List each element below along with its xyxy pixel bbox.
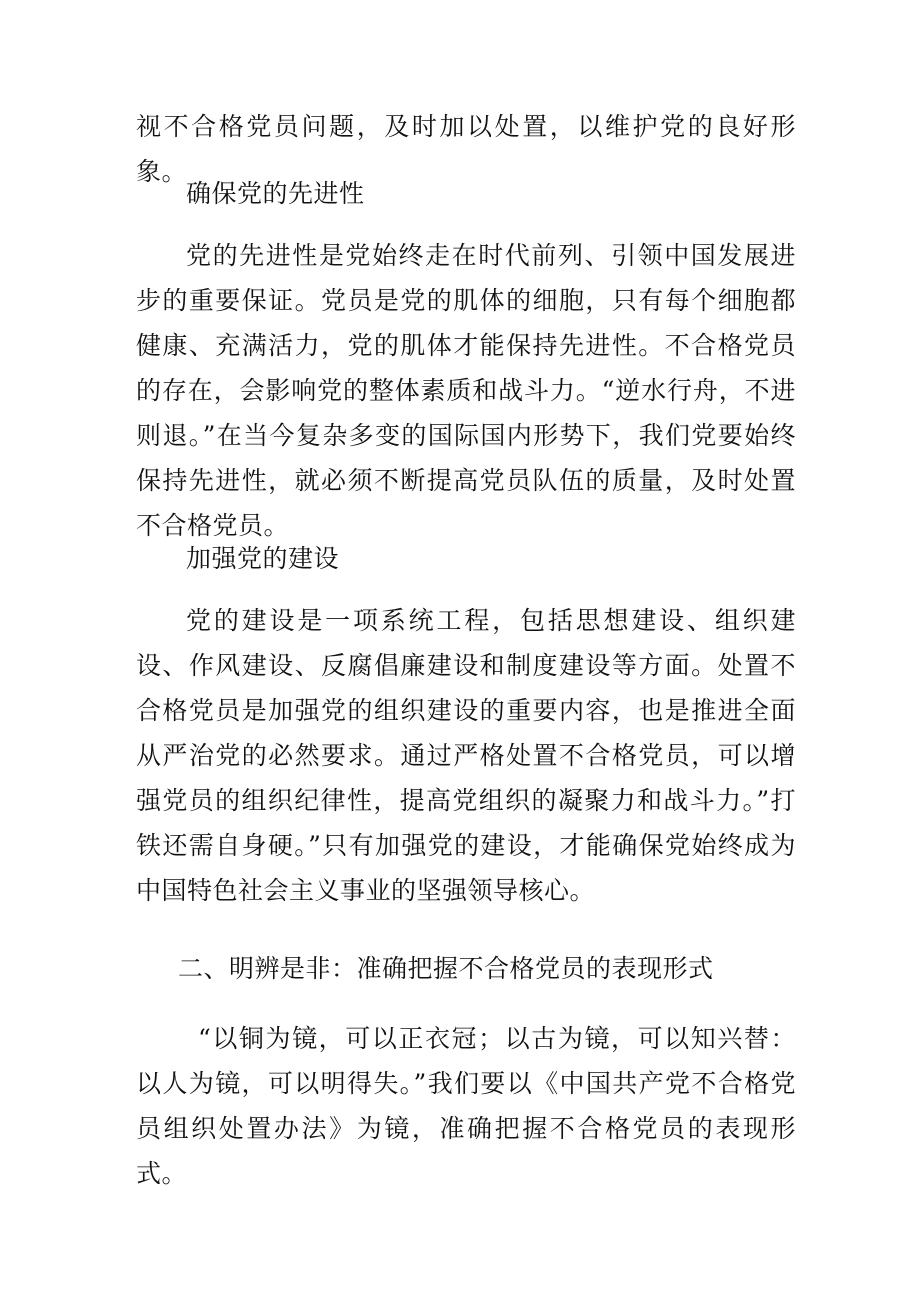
paragraph-mirror-quote: “以铜为镜，可以正衣冠；以古为镜，可以知兴替：以人为镜，可以明得失。”我们要以《中国共产党不合格党员组织处置办法》为镜，准确把握不合格党员的表现形式。 xyxy=(136,1024,796,1188)
paragraph-party-building: 党的建设是一项系统工程，包括思想建设、组织建设、作风建设、反腐倡廉建设和制度建设等方面。处置不合格党员是加强党的组织建设的重要内容，也是推进全面从严治党的必然要求。通过严格处置不合格党员，可以增强党员的组织纪律性，提高党组织的凝聚力和战斗力。”打铁还需自身硬。”只有加强党的建设，才能确保党始终成为中国特色社会主义事业的坚强领导核心。 xyxy=(136,606,796,905)
paragraph-continued: 视不合格党员问题，及时加以处置，以维护党的良好形象。 xyxy=(136,112,796,186)
paragraph-advanced-nature: 党的先进性是党始终走在时代前列、引领中国发展进步的重要保证。党员是党的肌体的细胞，只有每个细胞都健康、充满活力，党的肌体才能保持先进性。不合格党员的存在，会影响党的整体素质和战斗力。“逆水行舟，不进则退。”在当今复杂多变的国际国内形势下，我们党要始终保持先进性，就必须不断提高党员队伍的质量，及时处置不合格党员。 xyxy=(136,241,796,540)
heading-strengthen-party-building: 加强党的建设 xyxy=(186,544,340,573)
heading-ensure-advanced-nature: 确保党的先进性 xyxy=(186,179,365,208)
section-heading-two: 二、明辨是非：准确把握不合格党员的表现形式 xyxy=(178,954,714,983)
